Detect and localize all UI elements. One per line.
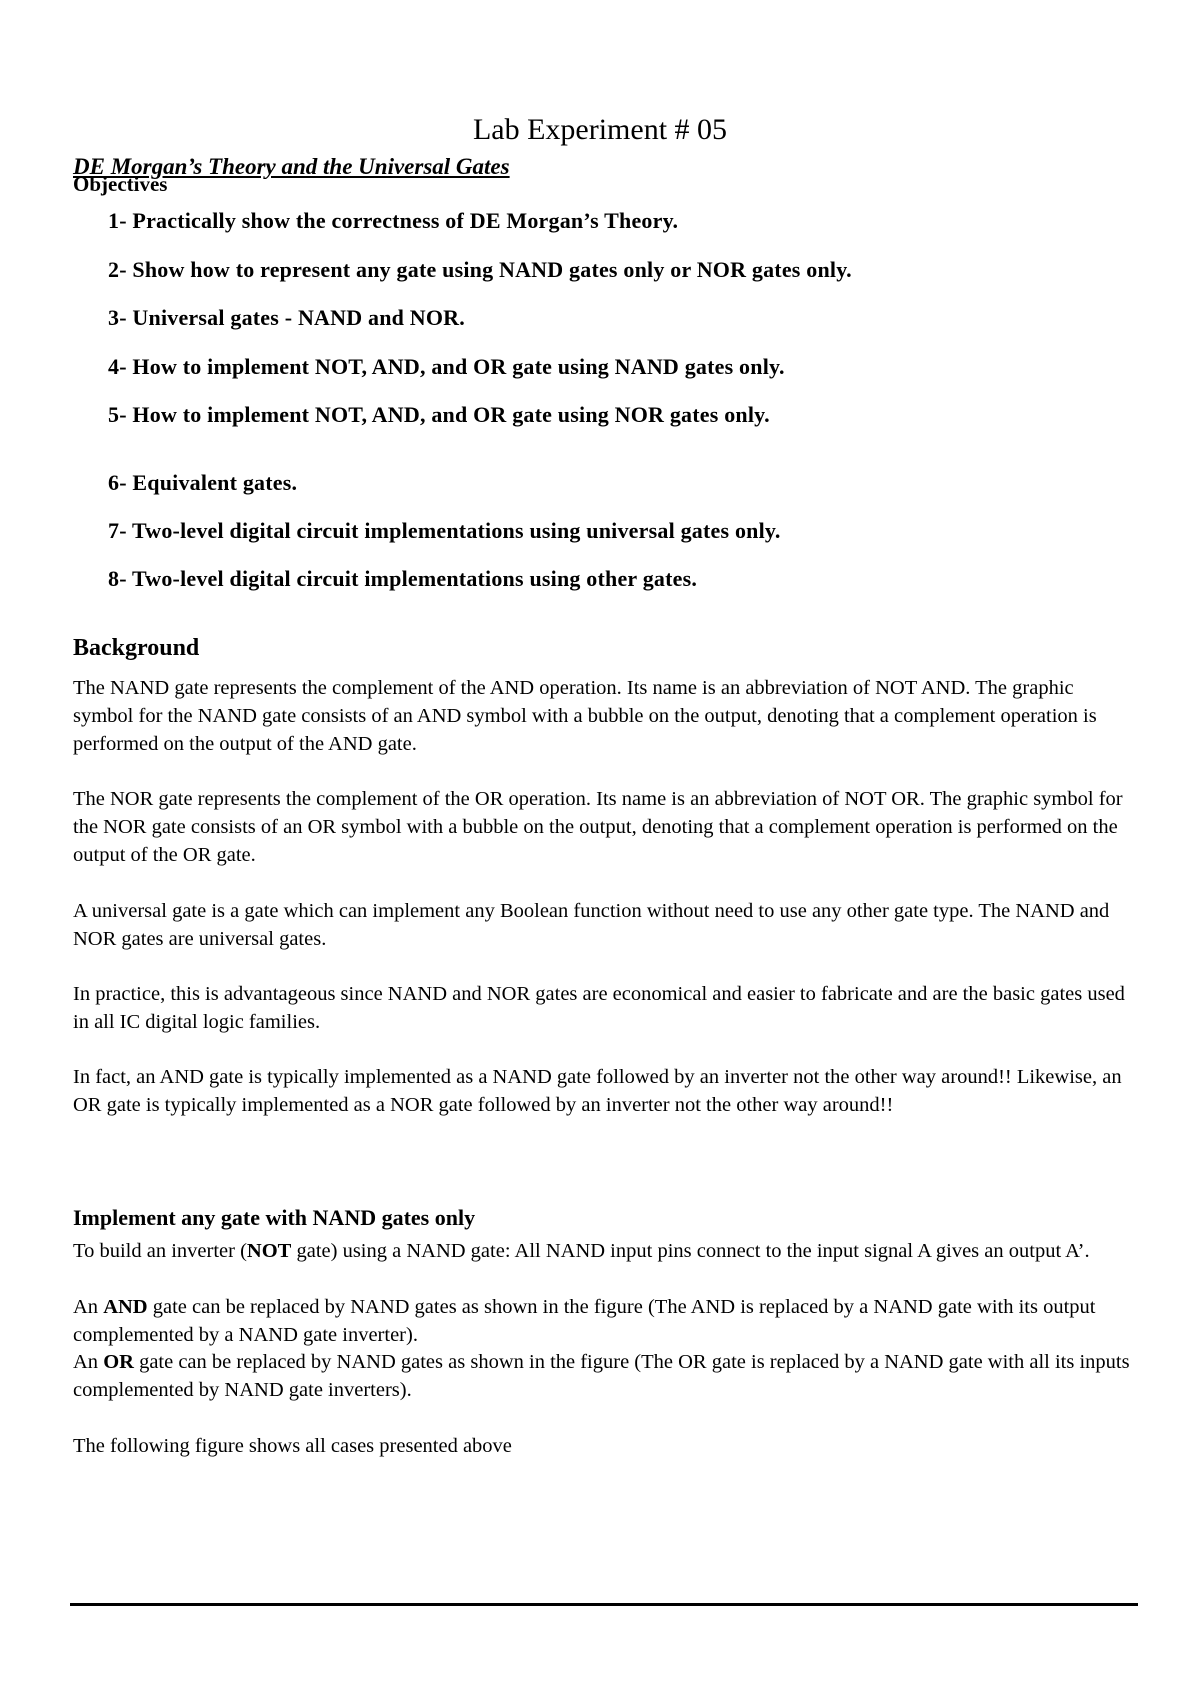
objective-item: 4- How to implement NOT, AND, and OR gate using NAND gates only. (108, 354, 785, 379)
figure-note: The following figure shows all cases presented above (73, 1435, 512, 1457)
nand-and-keyword: AND (103, 1296, 148, 1318)
nand-not-text-post: gate) using a NAND gate: All NAND input pins connect to the input signal A gives an output A’. (291, 1240, 1090, 1262)
nand-not-keyword: NOT (246, 1240, 292, 1262)
objective-item: 3- Universal gates - NAND and NOR. (108, 305, 465, 330)
objective-item: 7- Two-level digital circuit implementations using universal gates only. (108, 518, 781, 543)
background-paragraph: The NOR gate represents the complement of the OR operation. Its name is an abbreviation of NOT OR. The graphic symbol for the NOR gate consists of an OR symbol with a bubble on the output, denoting that a complement operation is performed on the output of the OR gate. (73, 788, 1123, 866)
document-subtitle: DE Morgan’s Theory and the Universal Gates (73, 154, 510, 179)
objective-item: 2- Show how to represent any gate using NAND gates only or NOR gates only. (108, 257, 852, 282)
footer-rule (70, 1603, 1138, 1606)
nand-and-text-post: gate can be replaced by NAND gates as shown in the figure (The AND is replaced by a NAND gate with its output complemented by a NAND gate inverter). (73, 1296, 1096, 1346)
background-heading: Background (73, 635, 200, 661)
nand-and-paragraph (73, 1293, 1133, 1349)
nand-section-heading: Implement any gate with NAND gates only (73, 1205, 476, 1230)
objective-item: 8- Two-level digital circuit implementations using other gates. (108, 566, 698, 591)
nand-or-keyword: OR (103, 1351, 134, 1373)
background-paragraph: In practice, this is advantageous since NAND and NOR gates are economical and easier to fabricate and are the basic gates used in all IC digital logic families. (73, 983, 1125, 1033)
background-paragraph: A universal gate is a gate which can implement any Boolean function without need to use any other gate type. The NAND and NOR gates are universal gates. (73, 900, 1110, 950)
background-paragraph: The NAND gate represents the complement of the AND operation. Its name is an abbreviation of NOT AND. The graphic symbol for the NAND gate consists of an AND symbol with a bubble on the output, denoting that a complement operation is performed on the output of the AND gate. (73, 677, 1097, 755)
objective-item: 5- How to implement NOT, AND, and OR gate using NOR gates only. (108, 402, 770, 427)
nand-not-paragraph (73, 1237, 1133, 1265)
nand-or-text-pre: An (73, 1351, 104, 1373)
nand-or-text-post: gate can be replaced by NAND gates as shown in the figure (The OR gate is replaced by a NAND gate with all its inputs complemented by NAND gate inverters). (73, 1351, 1130, 1401)
nand-and-text-pre: An (73, 1296, 104, 1318)
objectives-heading: Objectives (73, 172, 168, 196)
objective-item: 6- Equivalent gates. (108, 470, 298, 495)
nand-or-paragraph (73, 1348, 1133, 1404)
nand-not-text-pre: To build an inverter ( (73, 1240, 247, 1262)
objective-item: 1- Practically show the correctness of DE Morgan’s Theory. (108, 208, 679, 233)
background-paragraph: In fact, an AND gate is typically implemented as a NAND gate followed by an inverter not the other way around!! Likewise, an OR gate is typically implemented as a NOR gate followed by an inverter not the other way around!! (73, 1066, 1122, 1116)
document-title: Lab Experiment # 05 (472, 113, 728, 146)
